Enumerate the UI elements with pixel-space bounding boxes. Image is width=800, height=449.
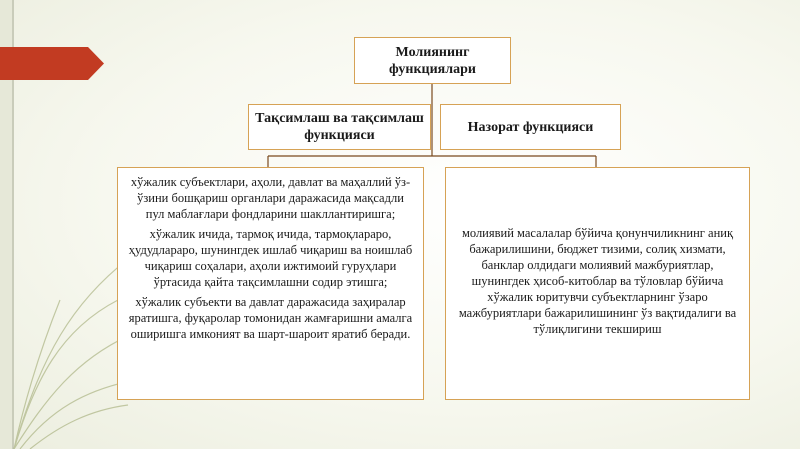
control-function-description: молиявий масалалар бўйича қонунчиликнинг аниқ бажарилишини, бюджет тизими, солиқ хизмати, банклар олдидаги молиявий мажбуриятлар, шунингдек ҳисоб-китоблар ва тўловлар бўйича хўжалик юритувчи субъектларнинг ўзаро мажбуриятлари бажарилишининг ўз вақтидалиги ва тўлиқлигини текшириш [458,225,737,336]
root-node [354,37,511,84]
distribution-function-node [248,104,431,150]
control-function-node [440,104,621,150]
distribution-item: хўжалик ичида, тармоқ ичида, тармоқлараро, ҳудудлараро, шунингдек ишлаб чиқариш ва ноишлаб чиқариш соҳалари, аҳоли ижтимоий гуруҳлари ўртасида қайта тақсимлашни содир этишга; [128,227,413,289]
control-function-label: Назорат функцияси [467,119,594,135]
distribution-item: хўжалик субъектлари, аҳоли, давлат ва маҳаллий ўз-ўзини бошқариш органлари даражасида мақсадли пул маблағлари фондларини шакллантиришга; [130,175,411,221]
root-node-label: Молиянинг функциялари [389,44,476,77]
distribution-item: хўжалик субъекти ва давлат даражасида заҳиралар яратишга, фуқаролар томонидан жамғаришни амалга оширишга имконият ва шарт-шароит яратиб беради. [128,295,413,341]
distribution-function-label: Тақсимлаш ва тақсимлаш функцияси [255,111,424,143]
distribution-function-details [117,167,424,400]
control-function-details [445,167,750,400]
